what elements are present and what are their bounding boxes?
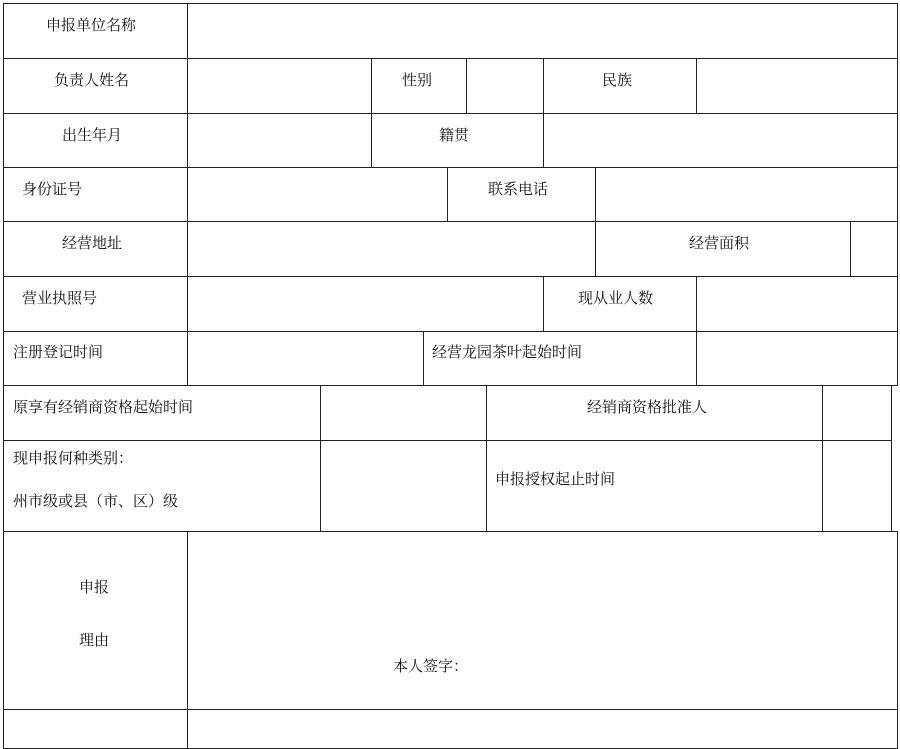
native-place-label: 籍贯	[439, 126, 470, 144]
registration-time-field[interactable]	[187, 331, 424, 386]
phone-label-cell	[447, 167, 596, 222]
business-address-label: 经营地址	[62, 234, 123, 252]
business-address-field[interactable]	[187, 221, 596, 277]
longyuan-tea-start-label: 经营龙园茶叶起始时间	[432, 343, 583, 361]
phone-field[interactable]	[595, 167, 898, 222]
principal-name-field[interactable]	[187, 58, 372, 114]
original-dealer-start-label: 原享有经销商资格起始时间	[13, 398, 194, 416]
principal-name-label: 负责人姓名	[54, 71, 130, 89]
applicant-unit-label-cell	[3, 3, 188, 59]
staff-count-label: 现从业人数	[578, 289, 654, 307]
native-place-label-cell	[371, 113, 544, 168]
reason-label-line-2: 理由	[79, 631, 110, 649]
license-number-label-cell	[3, 276, 188, 332]
id-number-field[interactable]	[187, 167, 448, 222]
staff-count-field[interactable]	[696, 276, 898, 332]
ethnicity-label: 民族	[602, 71, 633, 89]
gender-label-cell	[371, 58, 467, 114]
reason-field[interactable]	[187, 531, 898, 710]
gender-label: 性别	[402, 71, 433, 89]
authorization-period-field[interactable]	[822, 440, 892, 532]
dealer-approver-label-cell	[486, 385, 823, 441]
business-area-field[interactable]	[850, 221, 898, 277]
business-address-label-cell	[3, 221, 188, 277]
original-dealer-start-field[interactable]	[320, 385, 487, 441]
reason-label-cell	[3, 531, 188, 710]
dealer-approver-field[interactable]	[822, 385, 892, 441]
staff-count-label-cell	[543, 276, 697, 332]
authorization-period-label-cell	[486, 440, 823, 532]
applicant-unit-field[interactable]	[187, 3, 898, 59]
gender-field[interactable]	[466, 58, 544, 114]
phone-label: 联系电话	[488, 180, 549, 198]
registration-time-label-cell	[3, 331, 188, 386]
ethnicity-field[interactable]	[696, 58, 898, 114]
license-number-field[interactable]	[187, 276, 544, 332]
original-dealer-start-label-cell	[3, 385, 321, 441]
business-area-label-cell	[595, 221, 851, 277]
applicant-unit-label: 申报单位名称	[46, 16, 137, 34]
birth-date-label-cell	[3, 113, 188, 168]
id-number-label-cell	[3, 167, 188, 222]
category-field[interactable]	[320, 440, 487, 532]
bottom-label-cell	[3, 709, 188, 749]
ethnicity-label-cell	[543, 58, 697, 114]
longyuan-tea-start-field[interactable]	[696, 331, 898, 386]
principal-name-label-cell	[3, 58, 188, 114]
dealer-approver-label: 经销商资格批准人	[587, 398, 708, 416]
category-label: 现申报何种类别：	[13, 449, 134, 467]
native-place-field[interactable]	[543, 113, 898, 168]
category-value: 州市级或县（市、区）级	[13, 492, 179, 510]
category-label-cell	[3, 440, 321, 532]
reason-label-line-1: 申报	[79, 578, 110, 596]
birth-date-field[interactable]	[187, 113, 372, 168]
authorization-period-label: 申报授权起止时间	[495, 470, 616, 488]
registration-time-label: 注册登记时间	[13, 343, 104, 361]
id-number-label: 身份证号	[22, 180, 83, 198]
birth-date-label: 出生年月	[62, 126, 123, 144]
bottom-field[interactable]	[187, 709, 898, 749]
license-number-label: 营业执照号	[22, 289, 98, 307]
longyuan-tea-start-label-cell	[423, 331, 697, 386]
signature-label: 本人签字：	[393, 657, 469, 675]
business-area-label: 经营面积	[689, 234, 750, 252]
